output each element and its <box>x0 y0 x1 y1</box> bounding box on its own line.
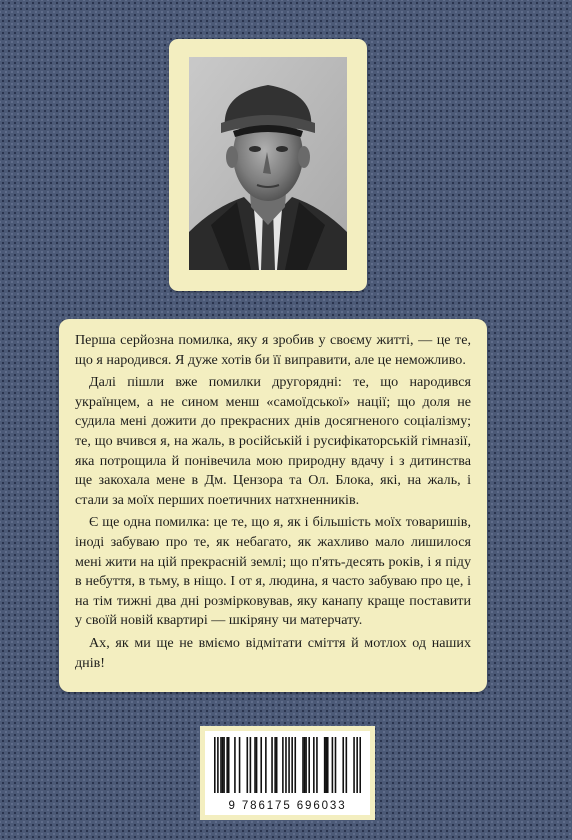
barcode-bar <box>291 737 293 793</box>
barcode-bar <box>353 737 355 793</box>
barcode-bar <box>254 737 256 793</box>
barcode-bar <box>288 737 290 793</box>
barcode-bar <box>220 737 222 793</box>
barcode-bar <box>226 737 228 793</box>
barcode-bar <box>265 737 267 793</box>
portrait-frame <box>169 39 367 291</box>
barcode-bar <box>305 737 307 793</box>
barcode-bar <box>294 737 296 793</box>
barcode-bar <box>223 737 225 793</box>
barcode-bar <box>246 737 248 793</box>
barcode-bar <box>274 737 276 793</box>
barcode-bar <box>217 737 219 793</box>
barcode-bar <box>250 737 252 793</box>
barcode-bar <box>276 737 278 793</box>
barcode-bar <box>239 737 241 793</box>
barcode-bar <box>260 737 262 793</box>
barcode-bar <box>228 737 230 793</box>
paragraph-4: Ах, як ми ще не вміємо відмітати сміття й мотлох од наших днів! <box>75 634 471 671</box>
barcode-bar <box>214 737 216 793</box>
barcode-bar <box>316 737 318 793</box>
barcode-bars-icon <box>214 737 361 793</box>
barcode-bar <box>335 737 337 793</box>
barcode-bar <box>313 737 315 793</box>
barcode-bar <box>302 737 304 793</box>
paragraph-1: Перша серйозна помилка, яку я зробив у своєму житті, — це те, що я народився. Я дуже хотів би її виправити, але це неможливо. <box>75 332 471 368</box>
barcode-bar <box>342 737 344 793</box>
barcode-bar <box>324 737 326 793</box>
isbn-barcode-frame <box>200 726 375 820</box>
author-portrait-image <box>189 57 347 270</box>
barcode-bar <box>308 737 310 793</box>
barcode-bar <box>282 737 284 793</box>
isbn-barcode <box>205 731 370 815</box>
author-portrait-photo <box>189 57 347 270</box>
barcode-bar <box>327 737 329 793</box>
barcode-bar <box>234 737 236 793</box>
quote-text-block <box>59 319 487 692</box>
barcode-bar <box>285 737 287 793</box>
barcode-bar <box>332 737 334 793</box>
paragraph-3: Є ще одна помилка: це те, що я, як і більшість моїх товаришів, іноді забуваю про те, як небагато, як жахливо мало лишилося мені жити на цій прекрасній землі; що п'ять-десять років, і я піду в небуття, в тьму, в ніщо. І от я, людина, я часто забуваю про це, і на тім тижні два дні розмірковував, яку канапу краще поставити у своїй новій квартирі — шкіряну чи матерчату. <box>75 514 471 629</box>
barcode-bar <box>271 737 273 793</box>
barcode-bar <box>256 737 258 793</box>
barcode-bar <box>304 737 306 793</box>
barcode-bar <box>222 737 224 793</box>
barcode-bar <box>325 737 327 793</box>
barcode-bar <box>359 737 361 793</box>
barcode-bar <box>356 737 358 793</box>
paragraph-2: Далі пішли вже помилки другорядні: те, що народився українцем, а не сином менш «самоїдської» нації; що доля не судила мені дожити до прекрасних днів досягненого соціалізму; те, що вчився я, на жаль, в російській і русифікаторській гімназії, яка потрощила й понівечила мою природну вдачу і з дитинства ще закохала мене в Дм. Цензора та Ол. Блока, які, на жаль, і стали за моїх перших поетичних натхненників. <box>75 374 471 508</box>
barcode-bar <box>346 737 348 793</box>
isbn-number: 9 786175 696033 <box>228 800 347 812</box>
